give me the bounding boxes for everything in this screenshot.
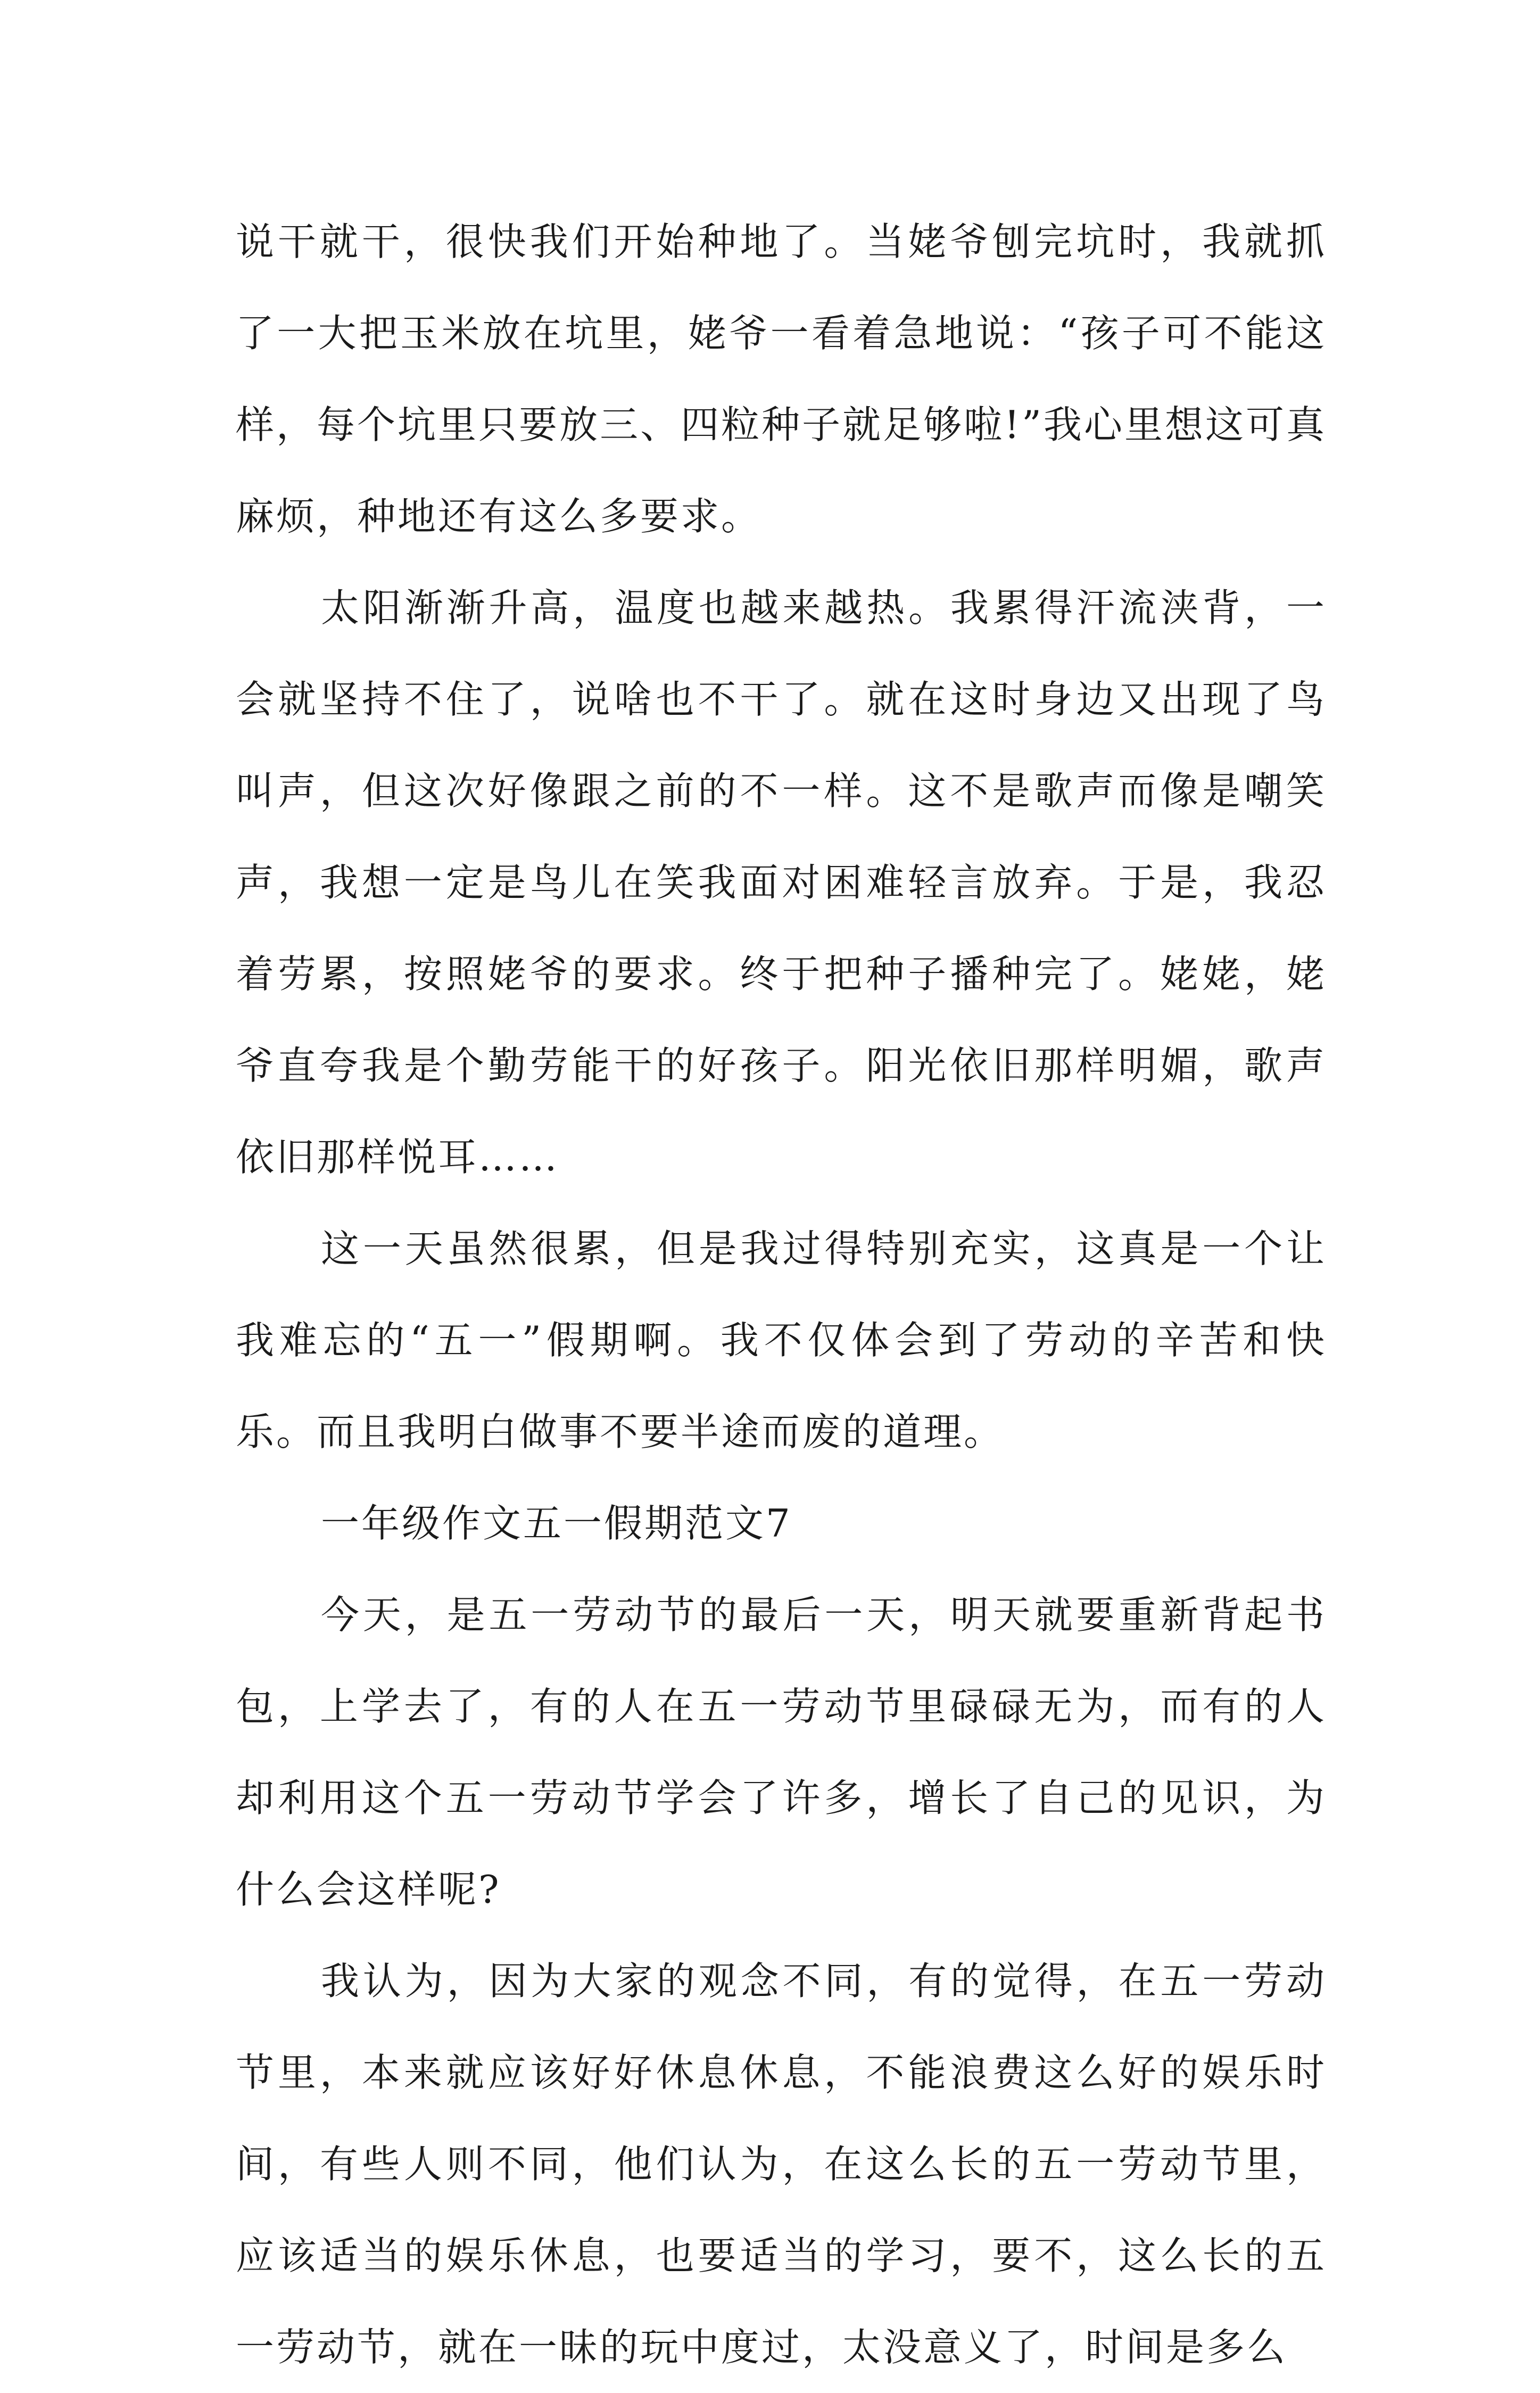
document-body bbox=[236, 196, 1327, 2393]
paragraph-3: 这一天虽然很累，但是我过得特别充实，这真是一个让我难忘的“五一”假期啊。我不仅体会到了劳动的辛苦和快乐。而且我明白做事不要半途而废的道理。 bbox=[236, 1226, 1327, 1454]
paragraph-2: 太阳渐渐升高，温度也越来越热。我累得汗流浃背，一会就坚持不住了，说啥也不干了。就在这时身边又出现了鸟叫声，但这次好像跟之前的不一样。这不是歌声而像是嘲笑声，我想一定是鸟儿在笑我面对困难轻言放弃。于是，我忍着劳累，按照姥爷的要求。终于把种子播种完了。姥姥，姥爷直夸我是个勤劳能干的好孩子。阳光依旧那样明媚，歌声依旧那样悦耳…… bbox=[236, 585, 1327, 1179]
paragraph-1: 说干就干，很快我们开始种地了。当姥爷刨完坑时，我就抓了一大把玉米放在坑里，姥爷一看着急地说：“孩子可不能这样，每个坑里只要放三、四粒种子就足够啦!”我心里想这可真麻烦，种地还有这么多要求。 bbox=[236, 219, 1327, 539]
paragraph-5: 我认为，因为大家的观念不同，有的觉得，在五一劳动节里，本来就应该好好休息休息，不能浪费这么好的娱乐时间，有些人则不同，他们认为，在这么长的五一劳动节里，应该适当的娱乐休息，也要适当的学习，要不，这么长的五一劳动节，就在一昧的玩中度过，太没意义了，时间是多么 bbox=[236, 1959, 1327, 2370]
paragraph-4: 今天，是五一劳动节的最后一天，明天就要重新背起书包，上学去了，有的人在五一劳动节里碌碌无为，而有的人却利用这个五一劳动节学会了许多，增长了自己的见识，为什么会这样呢? bbox=[236, 1592, 1327, 1912]
section-heading: 一年级作文五一假期范文7 bbox=[321, 1501, 792, 1546]
